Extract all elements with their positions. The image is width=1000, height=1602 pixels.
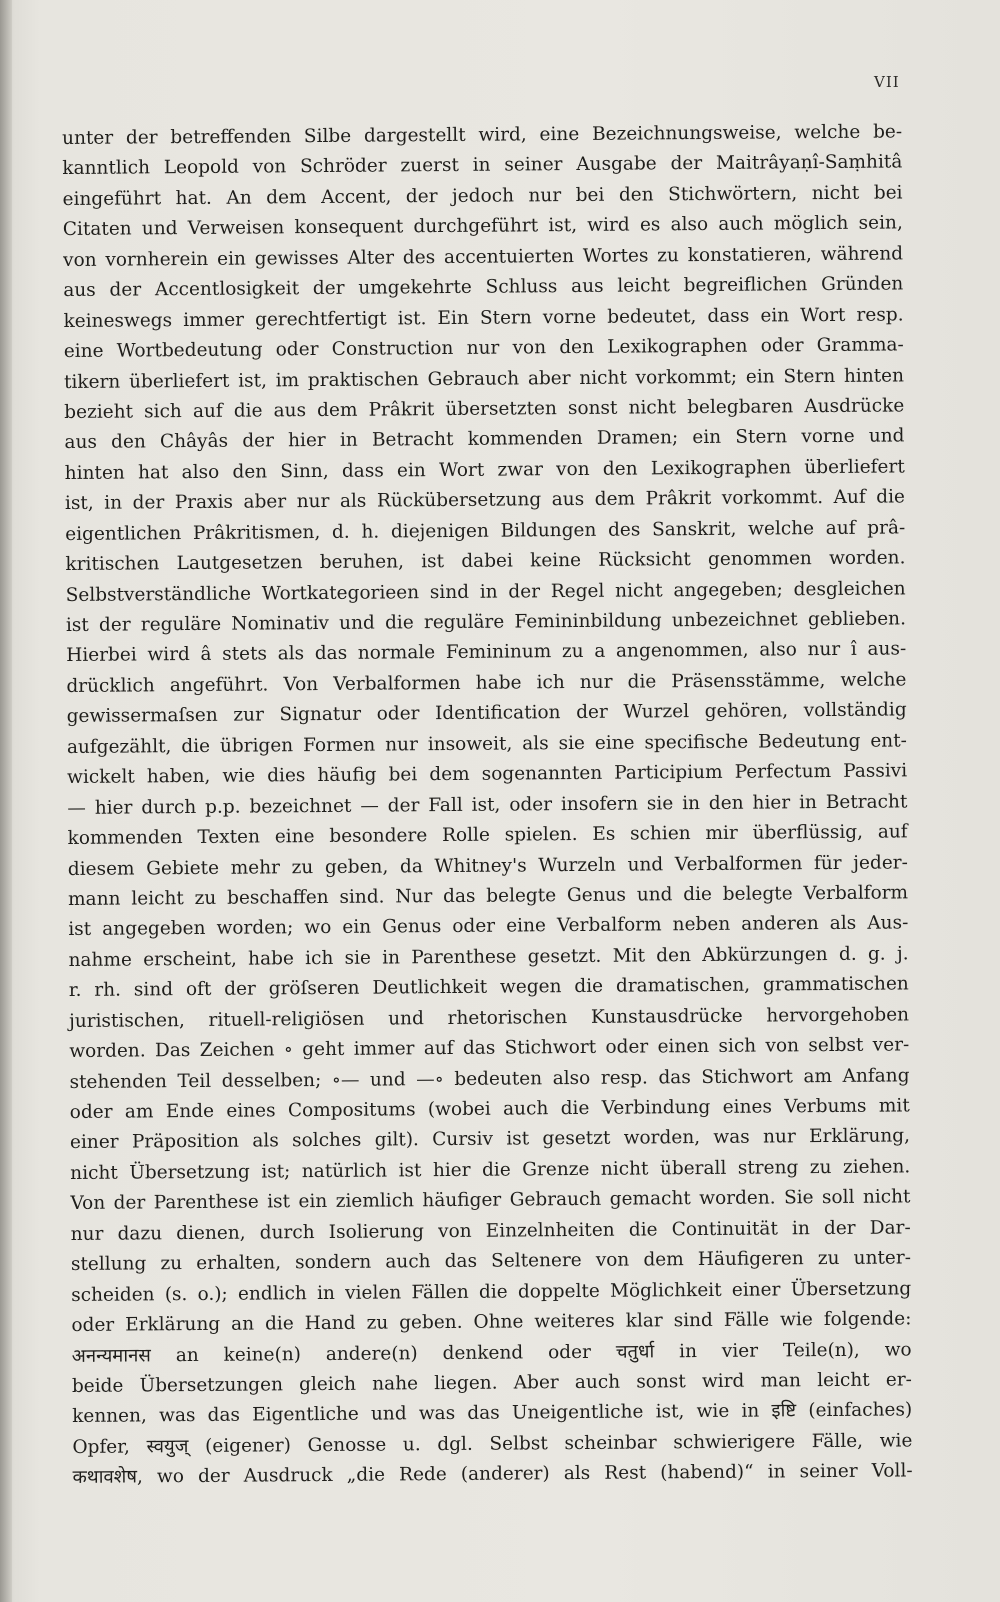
text-line: keineswegs immer gerechtfertigt ist. Ein Stern vorne bedeutet, dass ein Wort resp. — [63, 304, 904, 332]
text-line: aus der Accentlosigkeit der umgekehrte Schluss aus leicht begreiflichen Gründen — [63, 273, 904, 302]
text-line: mann leicht zu beschaffen sind. Nur das belegte Genus und die belegte Verbalform — [68, 882, 909, 910]
text-line: ist der reguläre Nominativ und die reguläre Femininbildung unbezeichnet geblieben. — [65, 608, 906, 636]
text-line: gewissermaſsen zur Signatur oder Identification der Wurzel gehören, vollständig — [66, 699, 907, 728]
text-line: eigentlichen Prâkritismen, d. h. diejenigen Bildungen des Sanskrit, welche auf prâ- — [65, 517, 906, 545]
text-line: oder Erklärung an die Hand zu geben. Ohne weiteres klar sind Fälle wie folgende: — [71, 1308, 912, 1337]
text-line: stellung zu erhalten, sondern auch das Seltenere von dem Häufigeren zu unter- — [70, 1247, 912, 1276]
text-line: unter der betreffenden Silbe dargestellt wird, eine Bezeichnungsweise, welche be- — [62, 121, 903, 149]
text-line: nahme erscheint, habe ich sie in Parenthese gesetzt. Mit den Abkürzungen d. g. j. — [68, 943, 909, 971]
text-line: wickelt haben, wie dies häufig bei dem sogenannten Participium Perfectum Passivi — [67, 760, 908, 789]
text-line: nicht Übersetzung ist; natürlich ist hier die Grenze nicht überall streng zu ziehen. — [70, 1156, 911, 1184]
text-line: von vornherein ein gewisses Alter des accentuierten Wortes zu konstatieren, während — [62, 243, 904, 271]
text-line: beide Übersetzungen gleich nahe liegen. Aber auch sonst wird man leicht er- — [71, 1369, 912, 1397]
text-line: Opfer, स्वयुज् (eigener) Genosse u. dgl. Selbst scheinbar schwierigere Fälle, wie — [72, 1430, 913, 1458]
text-line: Citaten und Verweisen konsequent durchgeführt ist, wird es also auch möglich sein, — [62, 212, 903, 241]
text-line: stehenden Teil desselben; ∘— und —∘ bedeuten also resp. das Stichwort am Anfang — [69, 1064, 910, 1093]
text-line: Hierbei wird â stets als das normale Femininum zu a angenommen, also nur î aus- — [66, 638, 907, 667]
text-line: अनन्यमानस an keine(n) andere(n) denkend oder चतुर्धा in vier Teile(n), wo — [71, 1338, 912, 1367]
text-line: eingeführt hat. An dem Accent, der jedoch nur bei den Stichwörtern, nicht bei — [62, 182, 903, 210]
text-line: diesem Gebiete mehr zu geben, da Whitney's Wurzeln und Verbalformen für jeder- — [67, 851, 908, 880]
text-line: ist angegeben worden; wo ein Genus oder eine Verbalform neben anderen als Aus- — [68, 912, 909, 941]
text-line: — hier durch p.p. bezeichnet — der Fall ist, oder insofern sie in den hier in Betracht — [67, 791, 908, 819]
text-line: Selbstverständliche Wortkategorieen sind in der Regel nicht angegeben; desgleichen — [65, 577, 906, 606]
text-line: ist, in der Praxis aber nur als Rückübersetzung aus dem Prâkrit vorkommt. Auf die — [64, 486, 906, 515]
text-line: aufgezählt, die übrigen Formen nur insoweit, als sie eine specifische Bedeutung ent- — [66, 730, 907, 758]
text-line: कथावशेष, wo der Ausdruck „die Rede (anderer) als Rest (habend)“ in seiner Voll- — [72, 1460, 913, 1489]
text-line: hinten hat also den Sinn, dass ein Wort zwar von den Lexikographen überliefert — [64, 456, 905, 484]
text-line: kanntlich Leopold von Schröder zuerst in seiner Ausgabe der Maitrâyaṇî-Saṃhitâ — [62, 151, 903, 180]
text-line: juristischen, rituell-religiösen und rhetorischen Kunstausdrücke hervorgehoben — [68, 1004, 910, 1032]
text-line: worden. Das Zeichen ∘ geht immer auf das Stichwort oder einen sich von selbst ver- — [69, 1034, 910, 1063]
text-line: nur dazu dienen, durch Isolierung von Einzelnheiten die Continuität in der Dar- — [70, 1217, 911, 1245]
text-line: eine Wortbedeutung oder Construction nur von den Lexikographen oder Gramma- — [63, 334, 904, 363]
body-text — [62, 117, 913, 1493]
text-line: drücklich angeführt. Von Verbalformen habe ich nur die Präsensstämme, welche — [66, 669, 907, 697]
text-line: scheiden (s. o.); endlich in vielen Fällen die doppelte Möglichkeit einer Übersetzung — [71, 1277, 912, 1306]
page-number: VII — [874, 73, 900, 91]
text-line: kennen, was das Eigentliche und was das Uneigentliche ist, wie in इष्टि (einfaches) — [72, 1399, 913, 1428]
text-line: kritischen Lautgesetzen beruhen, ist dabei keine Rücksicht genommen worden. — [65, 547, 906, 576]
text-line: einer Präposition als solches gilt). Cursiv ist gesetzt worden, was nur Erklärung, — [69, 1125, 911, 1154]
text-line: bezieht sich auf die aus dem Prâkrit übersetzten sonst nicht belegbaren Ausdrücke — [64, 395, 905, 423]
text-line: tikern überliefert ist, im praktischen Gebrauch aber nicht vorkommt; ein Stern hinten — [63, 364, 905, 393]
text-line: oder am Ende eines Compositums (wobei auch die Verbindung eines Verbums mit — [69, 1095, 910, 1123]
text-line: kommenden Texten eine besondere Rolle spielen. Es schien mir überflüssig, auf — [67, 821, 908, 850]
text-line: r. rh. sind oft der gröſseren Deutlichkeit wegen die dramatischen, grammatischen — [68, 973, 909, 1002]
text-line: Von der Parenthese ist ein ziemlich häufiger Gebrauch gemacht worden. Sie soll nicht — [70, 1186, 911, 1215]
text-line: aus den Châyâs der hier in Betracht kommenden Dramen; ein Stern vorne und — [64, 425, 905, 454]
